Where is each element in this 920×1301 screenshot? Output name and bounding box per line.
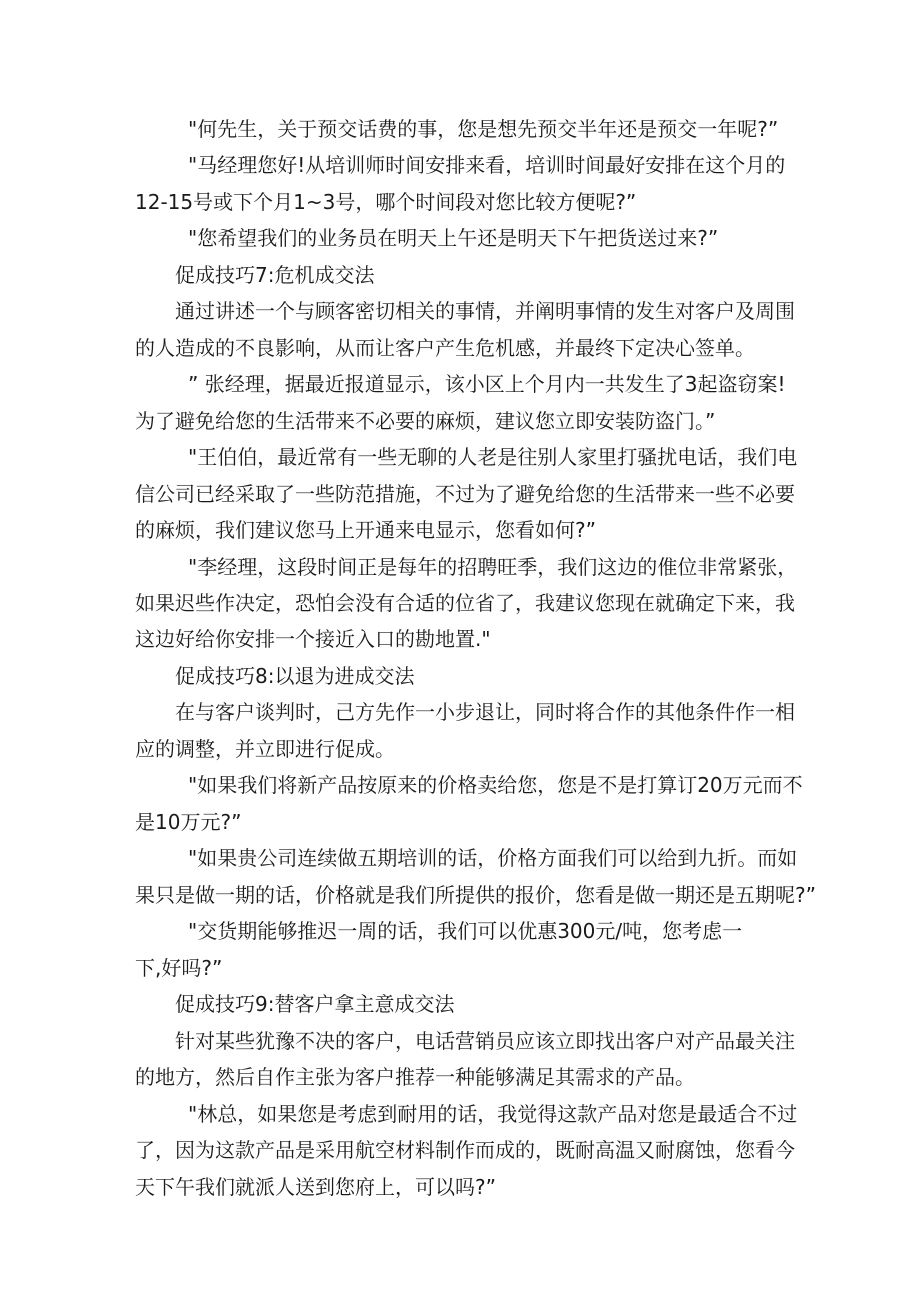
text-line: 的人造成的不良影响，从而让客户产生危机感，并最终下定决心签单。: [135, 336, 755, 360]
text-line: 为了避免给您的生活带来不必要的麻烦，建议您立即安装防盗门。”: [135, 409, 716, 433]
text-line: 了，因为这款产品是采用航空材料制作而成的，既耐高温又耐腐蚀，您看今: [135, 1138, 795, 1162]
section-heading: 促成技巧9:替客户拿主意成交法: [175, 992, 455, 1016]
text-line: "交货期能够推迟一周的话，我们可以优惠300元/吨，您考虑一: [188, 919, 743, 943]
text-line: 这边好给你安排一个接近入口的勘地置.": [135, 627, 491, 651]
text-line: 针对某些犹豫不决的客户，电话营销员应该立即找出客户对产品最关注: [175, 1029, 795, 1053]
text-line: 果只是做一期的话，价格就是我们所提供的报价，您看是做一期还是五期呢?”: [135, 883, 816, 907]
text-line: "林总，如果您是考虑到耐用的话，我觉得这款产品对您是最适合不过: [188, 1102, 798, 1126]
text-line: 12-15号或下个月1~3号，哪个时间段对您比较方便呢?”: [135, 190, 637, 214]
text-line: 是10万元?”: [135, 810, 242, 834]
text-line: "李经理，这段时间正是每年的招聘旺季，我们这边的倠位非常紧张，: [188, 555, 798, 579]
section-heading: 促成技巧7:危机成交法: [175, 263, 375, 287]
text-line: 的地方，然后自作主张为客户推荐一种能够满足其需求的产品。: [135, 1065, 695, 1089]
text-line: ” 张经理，据最近报道显示，该小区上个月内一共发生了3起盗窃案!: [188, 372, 786, 396]
text-line: 的麻烦，我们建议您马上开通来电显示，您看如何?”: [135, 518, 596, 542]
text-line: 如果迟些作决定，恐怕会没有合适的位省了，我建议您现在就确定下来，我: [135, 591, 795, 615]
text-line: "如果贵公司连续做五期培训的话，价格方面我们可以给到九折。而如: [188, 846, 798, 870]
text-line: 天下午我们就派人送到您府上，可以吗?”: [135, 1175, 496, 1199]
text-line: 下,好吗?”: [135, 956, 223, 980]
text-line: 通过讲述一个与顾客密切相关的事情，并阐明事情的发生对客户及周围: [175, 299, 795, 323]
text-line: 信公司已经采取了一些防范措施，不过为了避免给您的生活带来一些不必要: [135, 482, 795, 506]
text-line: "您希望我们的业务员在明天上午还是明天下午把货送过来?”: [188, 226, 719, 250]
text-line: 在与客户谈判时，己方先作一小步退让，同时将合作的其他条件作一相: [175, 700, 795, 724]
text-line: "如果我们将新产品按原来的价格卖给您，您是不是打算订20万元而不: [188, 773, 803, 797]
text-line: "马经理您好!从培训师时间安排来看，培训时间最好安排在这个月的: [188, 153, 786, 177]
section-heading: 促成技巧8:以退为进成交法: [175, 664, 415, 688]
text-line: "王伯伯，最近常有一些无聊的人老是往别人家里打骚扰电话，我们电: [188, 445, 798, 469]
text-line: 应的调整，并立即进行促成。: [135, 737, 395, 761]
text-line: "何先生，关于预交话费的事，您是想先预交半年还是预交一年呢?”: [188, 117, 779, 141]
